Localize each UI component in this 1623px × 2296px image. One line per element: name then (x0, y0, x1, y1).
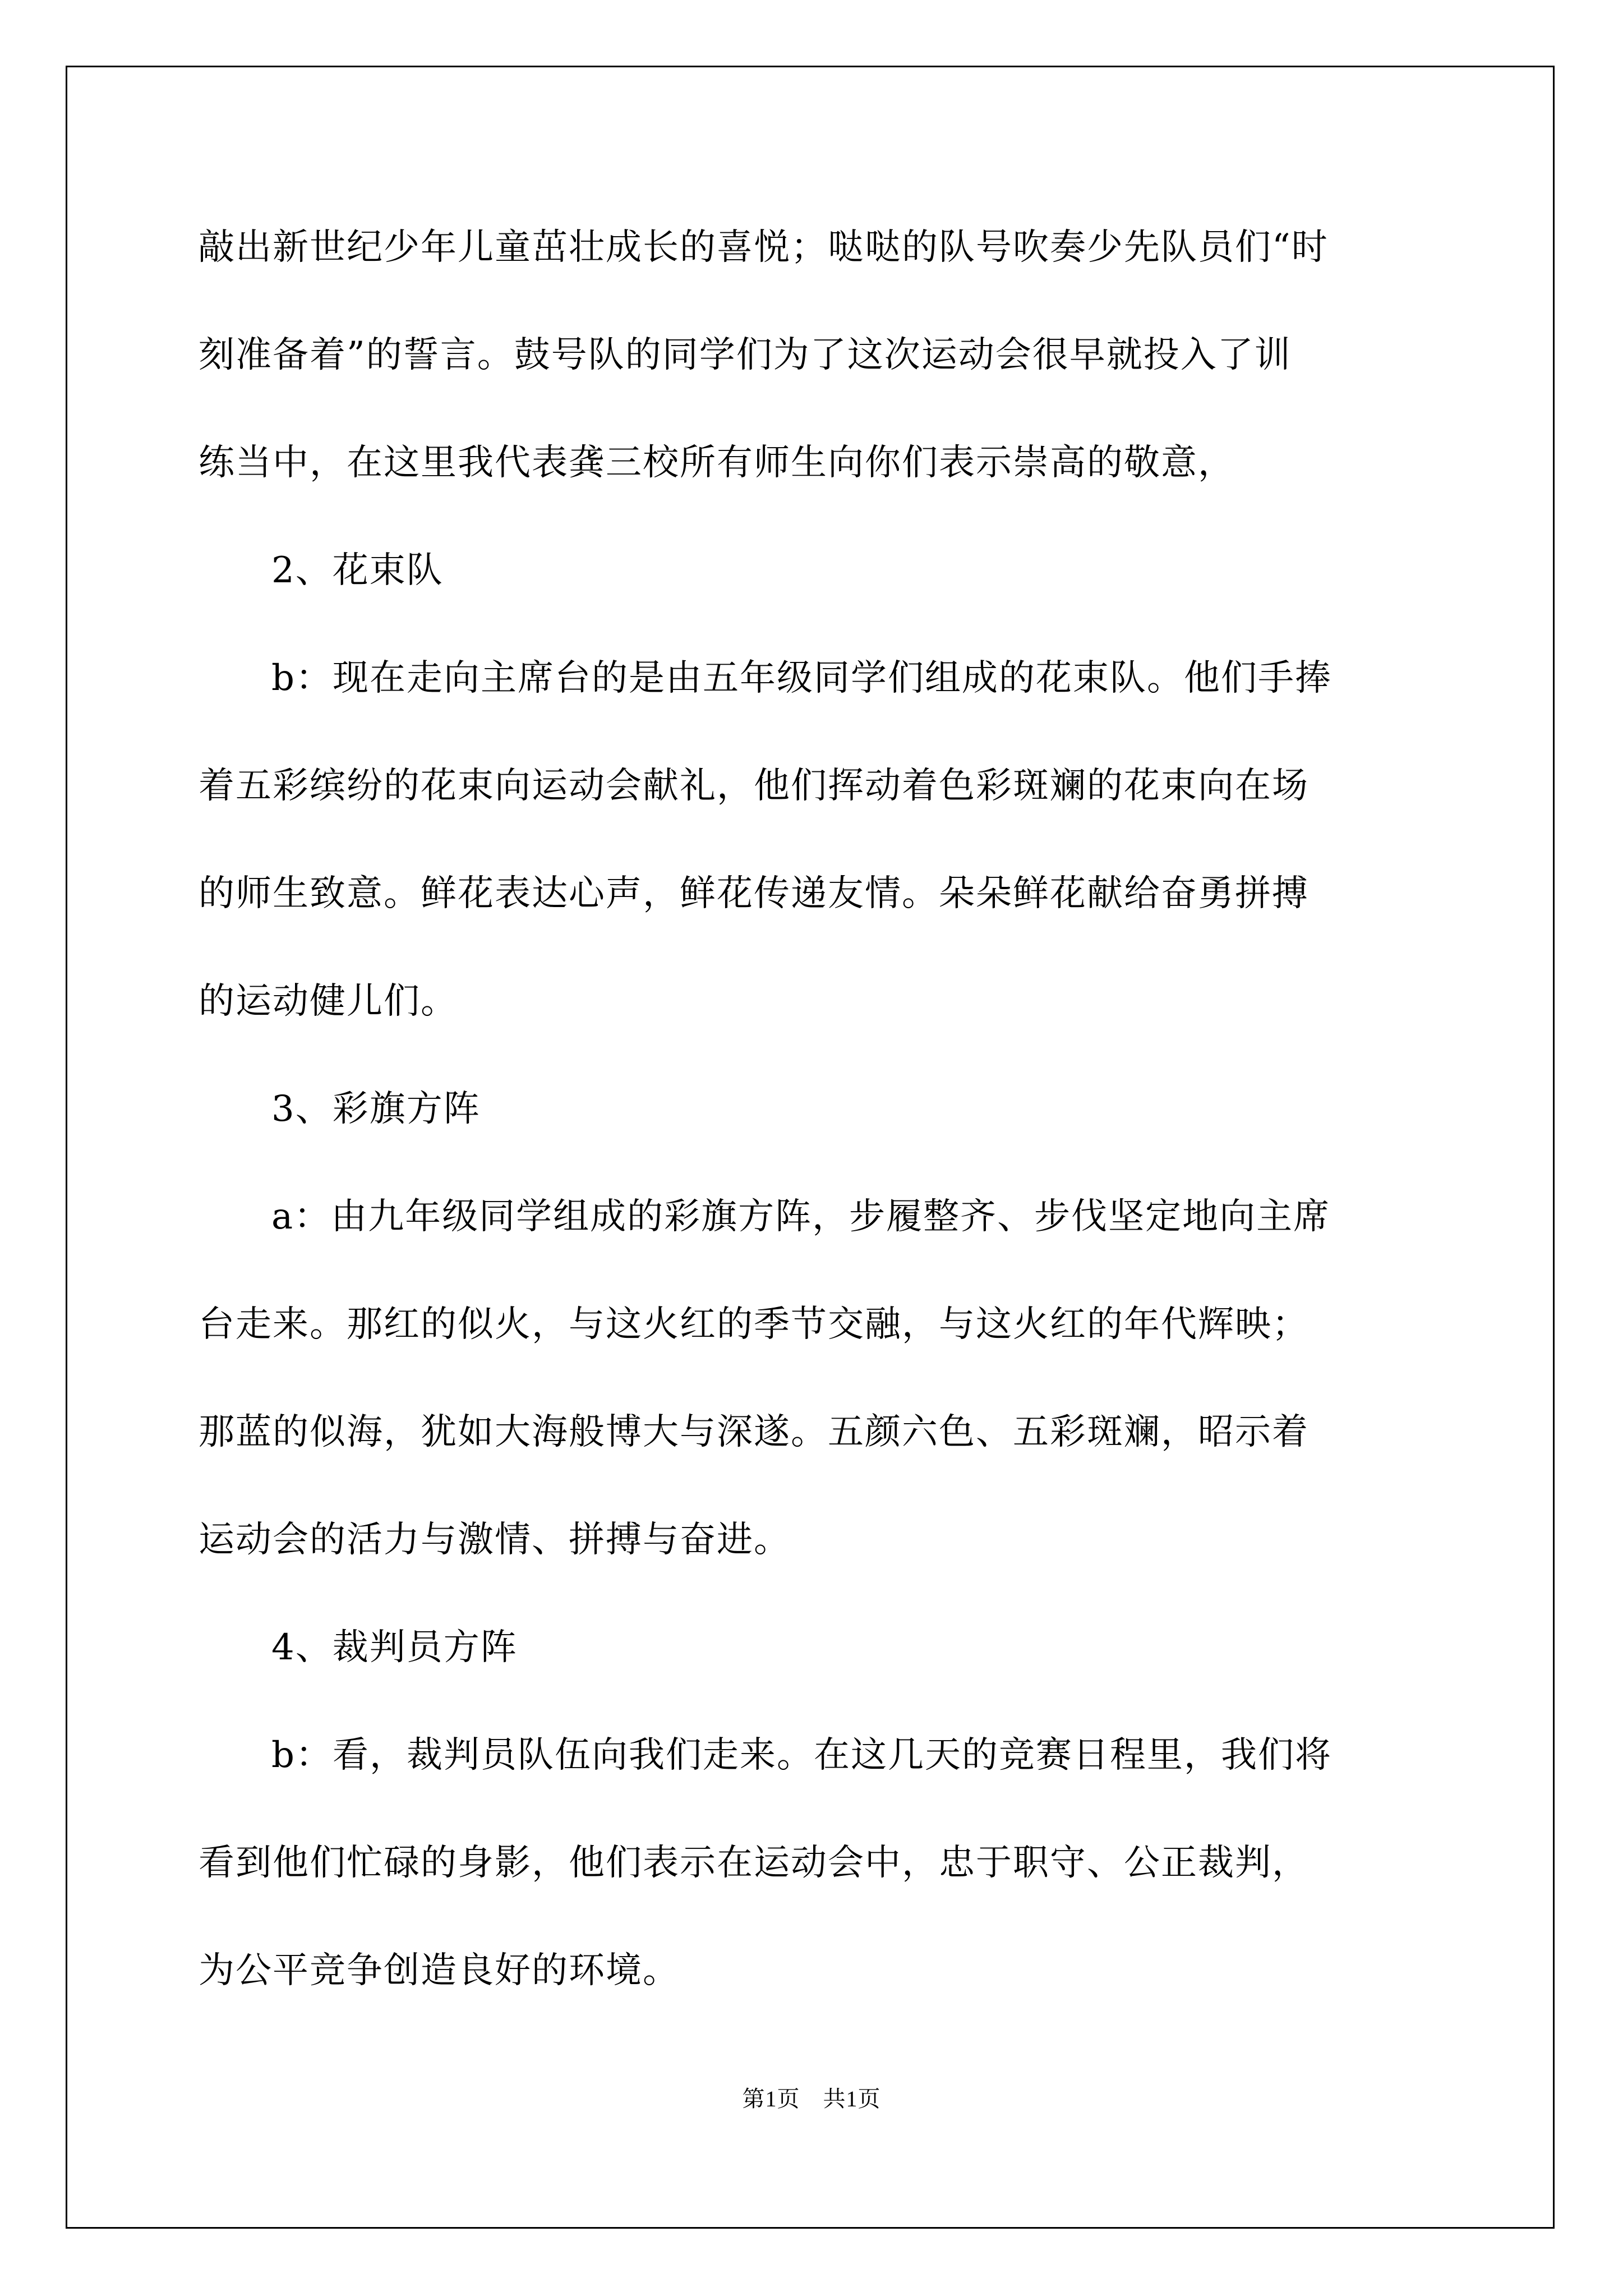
section-heading: 4、裁判员方阵 (271, 1627, 518, 1668)
text-line: b：看，裁判员队伍向我们走来。在这几天的竞赛日程里，我们将 (271, 1734, 1332, 1776)
text-line: 台走来。那红的似火，与这火红的季节交融，与这火红的年代辉映； (199, 1304, 1309, 1345)
text-line: b：现在走向主席台的是由五年级同学们组成的花束队。他们手捧 (271, 657, 1332, 699)
text-line: 为公平竞争创造良好的环境。 (199, 1950, 680, 1991)
page-footer: 第1页 共1页 (742, 2086, 881, 2111)
document-body (199, 194, 1427, 2024)
text-line: 的运动健儿们。 (199, 981, 458, 1022)
text-line: 那蓝的似海，犹如大海般博大与深遂。五颜六色、五彩斑斓，昭示着 (199, 1411, 1309, 1453)
text-line: 的师生致意。鲜花表达心声，鲜花传递友情。朵朵鲜花献给奋勇拼搏 (199, 873, 1309, 914)
text-line: 敲出新世纪少年儿童茁壮成长的喜悦；哒哒的队号吹奏少先队员们“时 (199, 227, 1329, 268)
section-heading: 3、彩旗方阵 (271, 1088, 481, 1130)
text-line: 着五彩缤纷的花束向运动会献礼，他们挥动着色彩斑斓的花束向在场 (199, 765, 1309, 807)
section-heading: 2、花束队 (271, 550, 444, 591)
text-line: 刻准备着”的誓言。鼓号队的同学们为了这次运动会很早就投入了训 (199, 334, 1292, 376)
text-line: 看到他们忙碌的身影，他们表示在运动会中，忠于职守、公正裁判， (199, 1842, 1309, 1884)
text-line: 运动会的活力与激情、拼搏与奋进。 (199, 1519, 791, 1561)
text-line: 练当中，在这里我代表龚三校所有师生向你们表示崇高的敬意， (199, 442, 1235, 484)
text-line: a：由九年级同学组成的彩旗方阵，步履整齐、步伐坚定地向主席 (271, 1196, 1331, 1237)
